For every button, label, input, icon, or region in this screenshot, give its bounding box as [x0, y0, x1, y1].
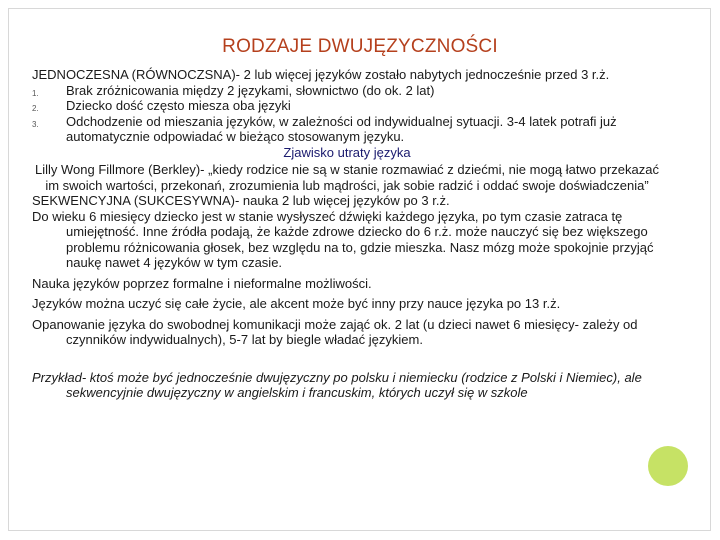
- sequential-paragraph: SEKWENCYJNA (SUKCESYWNA)- nauka 2 lub więcej języków po 3 r.ż.: [32, 193, 450, 208]
- list-text: Odchodzenie od mieszania języków, w zależności od indywidualnej sytuacji. 3-4 latek potrafi już automatycznie odpowiadać w bieżąco stosowanym języku.: [66, 113, 617, 144]
- lifelong-paragraph: Języków można uczyć się całe życie, ale akcent może być inny przy nauce języka po 13 r.ż.: [32, 296, 561, 311]
- decorative-circle: [648, 446, 688, 486]
- slide-title: RODZAJE DWUJĘZYCZNOŚCI: [222, 36, 498, 57]
- center-note: Zjawisko utraty języka: [283, 144, 411, 160]
- age-paragraph: Do wieku 6 miesięcy dziecko jest w stanie wysłyszeć dźwięki każdego języka, po tym czasie zatraca tę umiejętność. Inne źródła podają, że każde zdrowe dziecko do 6 r.ż. może nauczyć się bez większego problemu różnicowania głosek, bez względu na to, gdzie mieszka. Nasz mózg może spokojnie przyjąć naukę nawet 4 języków w tym czasie.: [32, 208, 654, 270]
- learning-paragraph: Nauka języków poprzez formalne i nieformalne możliwości.: [32, 275, 372, 291]
- intro-paragraph: JEDNOCZESNA (RÓWNOCZSNA)- 2 lub więcej języków zostało nabytych jednocześnie przed 3 r.ż.: [32, 67, 610, 82]
- list-item: [32, 83, 662, 99]
- list-number: 2.: [32, 104, 39, 113]
- example-paragraph: Przykład- ktoś może być jednocześnie dwujęzyczny po polsku i niemiecku (rodzice z Polski i Niemiec), ale sekwencyjnie dwujęzyczny w angielskim i francuskim, których uczył się w szkole: [32, 369, 642, 400]
- quote-paragraph: Lilly Wong Fillmore (Berkley)- „kiedy rodzice nie są w stanie rozmawiać z dziećmi, nie mogą łatwo przekazać im swoich wartości, przekonań, zrozumienia lub mądrości, jak sobie radzić i oddać swoje doświadczenia”: [35, 162, 659, 193]
- list-number: 3.: [32, 119, 39, 129]
- list-text: Brak zróżnicowania między 2 językami, słownictwo (do ok. 2 lat): [66, 82, 435, 98]
- list-item: [32, 98, 662, 114]
- list-item: [32, 114, 662, 145]
- time-paragraph: Opanowanie języka do swobodnej komunikacji może zająć ok. 2 lat (u dzieci nawet 6 miesięcy- zależy od czynników indywidualnych), 5-7 lat by biegle władać językiem.: [32, 316, 638, 347]
- list-number: 1.: [32, 88, 39, 98]
- list-text: Dziecko dość często miesza oba języki: [66, 98, 291, 113]
- slide-content: [32, 67, 662, 401]
